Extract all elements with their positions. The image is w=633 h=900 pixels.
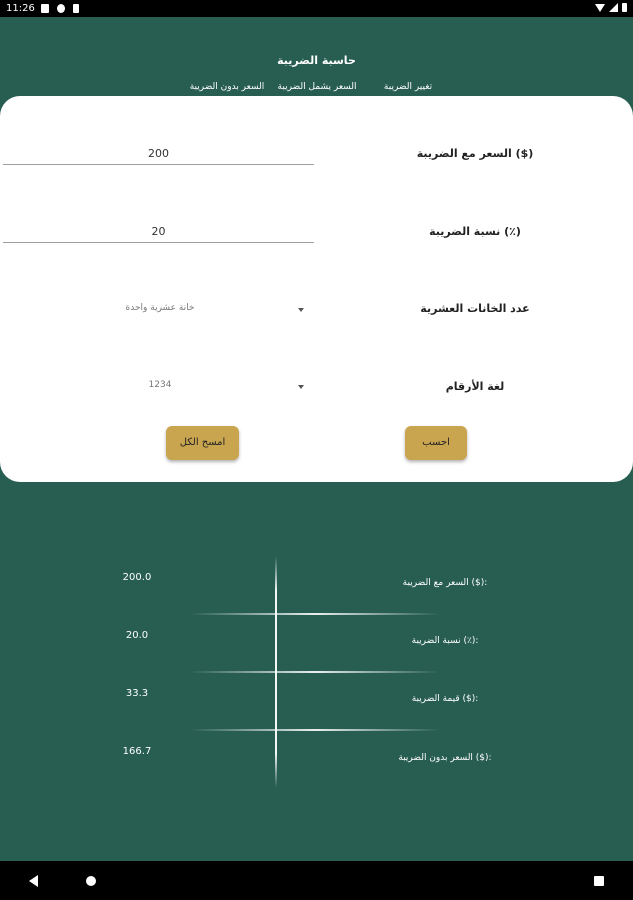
- navigation-bar: [0, 861, 633, 900]
- result-price-without-tax-value: 166.7: [122, 746, 152, 757]
- sim-icon: [73, 4, 79, 13]
- dropdown-arrow-icon: [298, 308, 304, 312]
- result-price-with-tax-label: السعر مع الضريبة ($):: [402, 578, 488, 588]
- battery-icon: [622, 3, 627, 12]
- number-language-select[interactable]: [60, 376, 308, 398]
- status-time: 11:26: [6, 3, 35, 14]
- number-language-label: لغة الأرقام: [445, 380, 505, 393]
- results-divider: [190, 671, 440, 673]
- result-price-without-tax-label: السعر بدون الضريبة ($):: [398, 753, 492, 763]
- calculator-form: [0, 96, 633, 482]
- tax-rate-input[interactable]: [3, 221, 314, 243]
- decimal-places-label: عدد الخانات العشرية: [420, 302, 530, 315]
- result-tax-amount-value: 33.3: [125, 688, 149, 699]
- calculate-button[interactable]: احسب: [405, 426, 467, 460]
- number-language-value: 1234: [148, 380, 172, 390]
- app-notification-icon: [57, 4, 65, 13]
- result-price-with-tax-value: 200.0: [122, 572, 152, 583]
- result-tax-rate-value: 20.0: [125, 630, 149, 641]
- back-icon[interactable]: [29, 875, 38, 887]
- tax-rate-label: نسبة الضريبة (٪): [429, 225, 521, 238]
- tab-price-with-tax[interactable]: السعر يشمل الضريبة: [271, 80, 363, 104]
- price-with-tax-input[interactable]: [3, 143, 314, 165]
- results-panel: [0, 540, 633, 810]
- decimal-places-select[interactable]: [60, 299, 308, 321]
- app-title: حاسبة الضريبة: [277, 54, 356, 67]
- home-icon[interactable]: [86, 876, 96, 886]
- status-icons: [595, 3, 627, 12]
- dropdown-arrow-icon: [298, 385, 304, 389]
- notification-icon: [41, 4, 49, 13]
- tab-change-tax[interactable]: تغيير الضريبة: [383, 82, 433, 92]
- results-divider: [190, 729, 440, 731]
- price-with-tax-label: السعر مع الضريبة ($): [416, 147, 534, 160]
- clear-all-button[interactable]: امسح الكل: [166, 426, 239, 460]
- app-bar: [0, 17, 633, 104]
- signal-icon: [609, 3, 618, 12]
- result-tax-rate-label: نسبة الضريبة (٪):: [411, 636, 479, 646]
- recents-icon[interactable]: [594, 876, 604, 886]
- result-tax-amount-label: قيمة الضريبة ($):: [411, 694, 479, 704]
- tab-price-without-tax[interactable]: السعر بدون الضريبة: [189, 82, 265, 92]
- wifi-icon: [595, 4, 605, 12]
- decimal-places-value: خانة عشرية واحدة: [125, 303, 195, 313]
- status-bar: [0, 0, 633, 17]
- results-divider: [190, 613, 440, 615]
